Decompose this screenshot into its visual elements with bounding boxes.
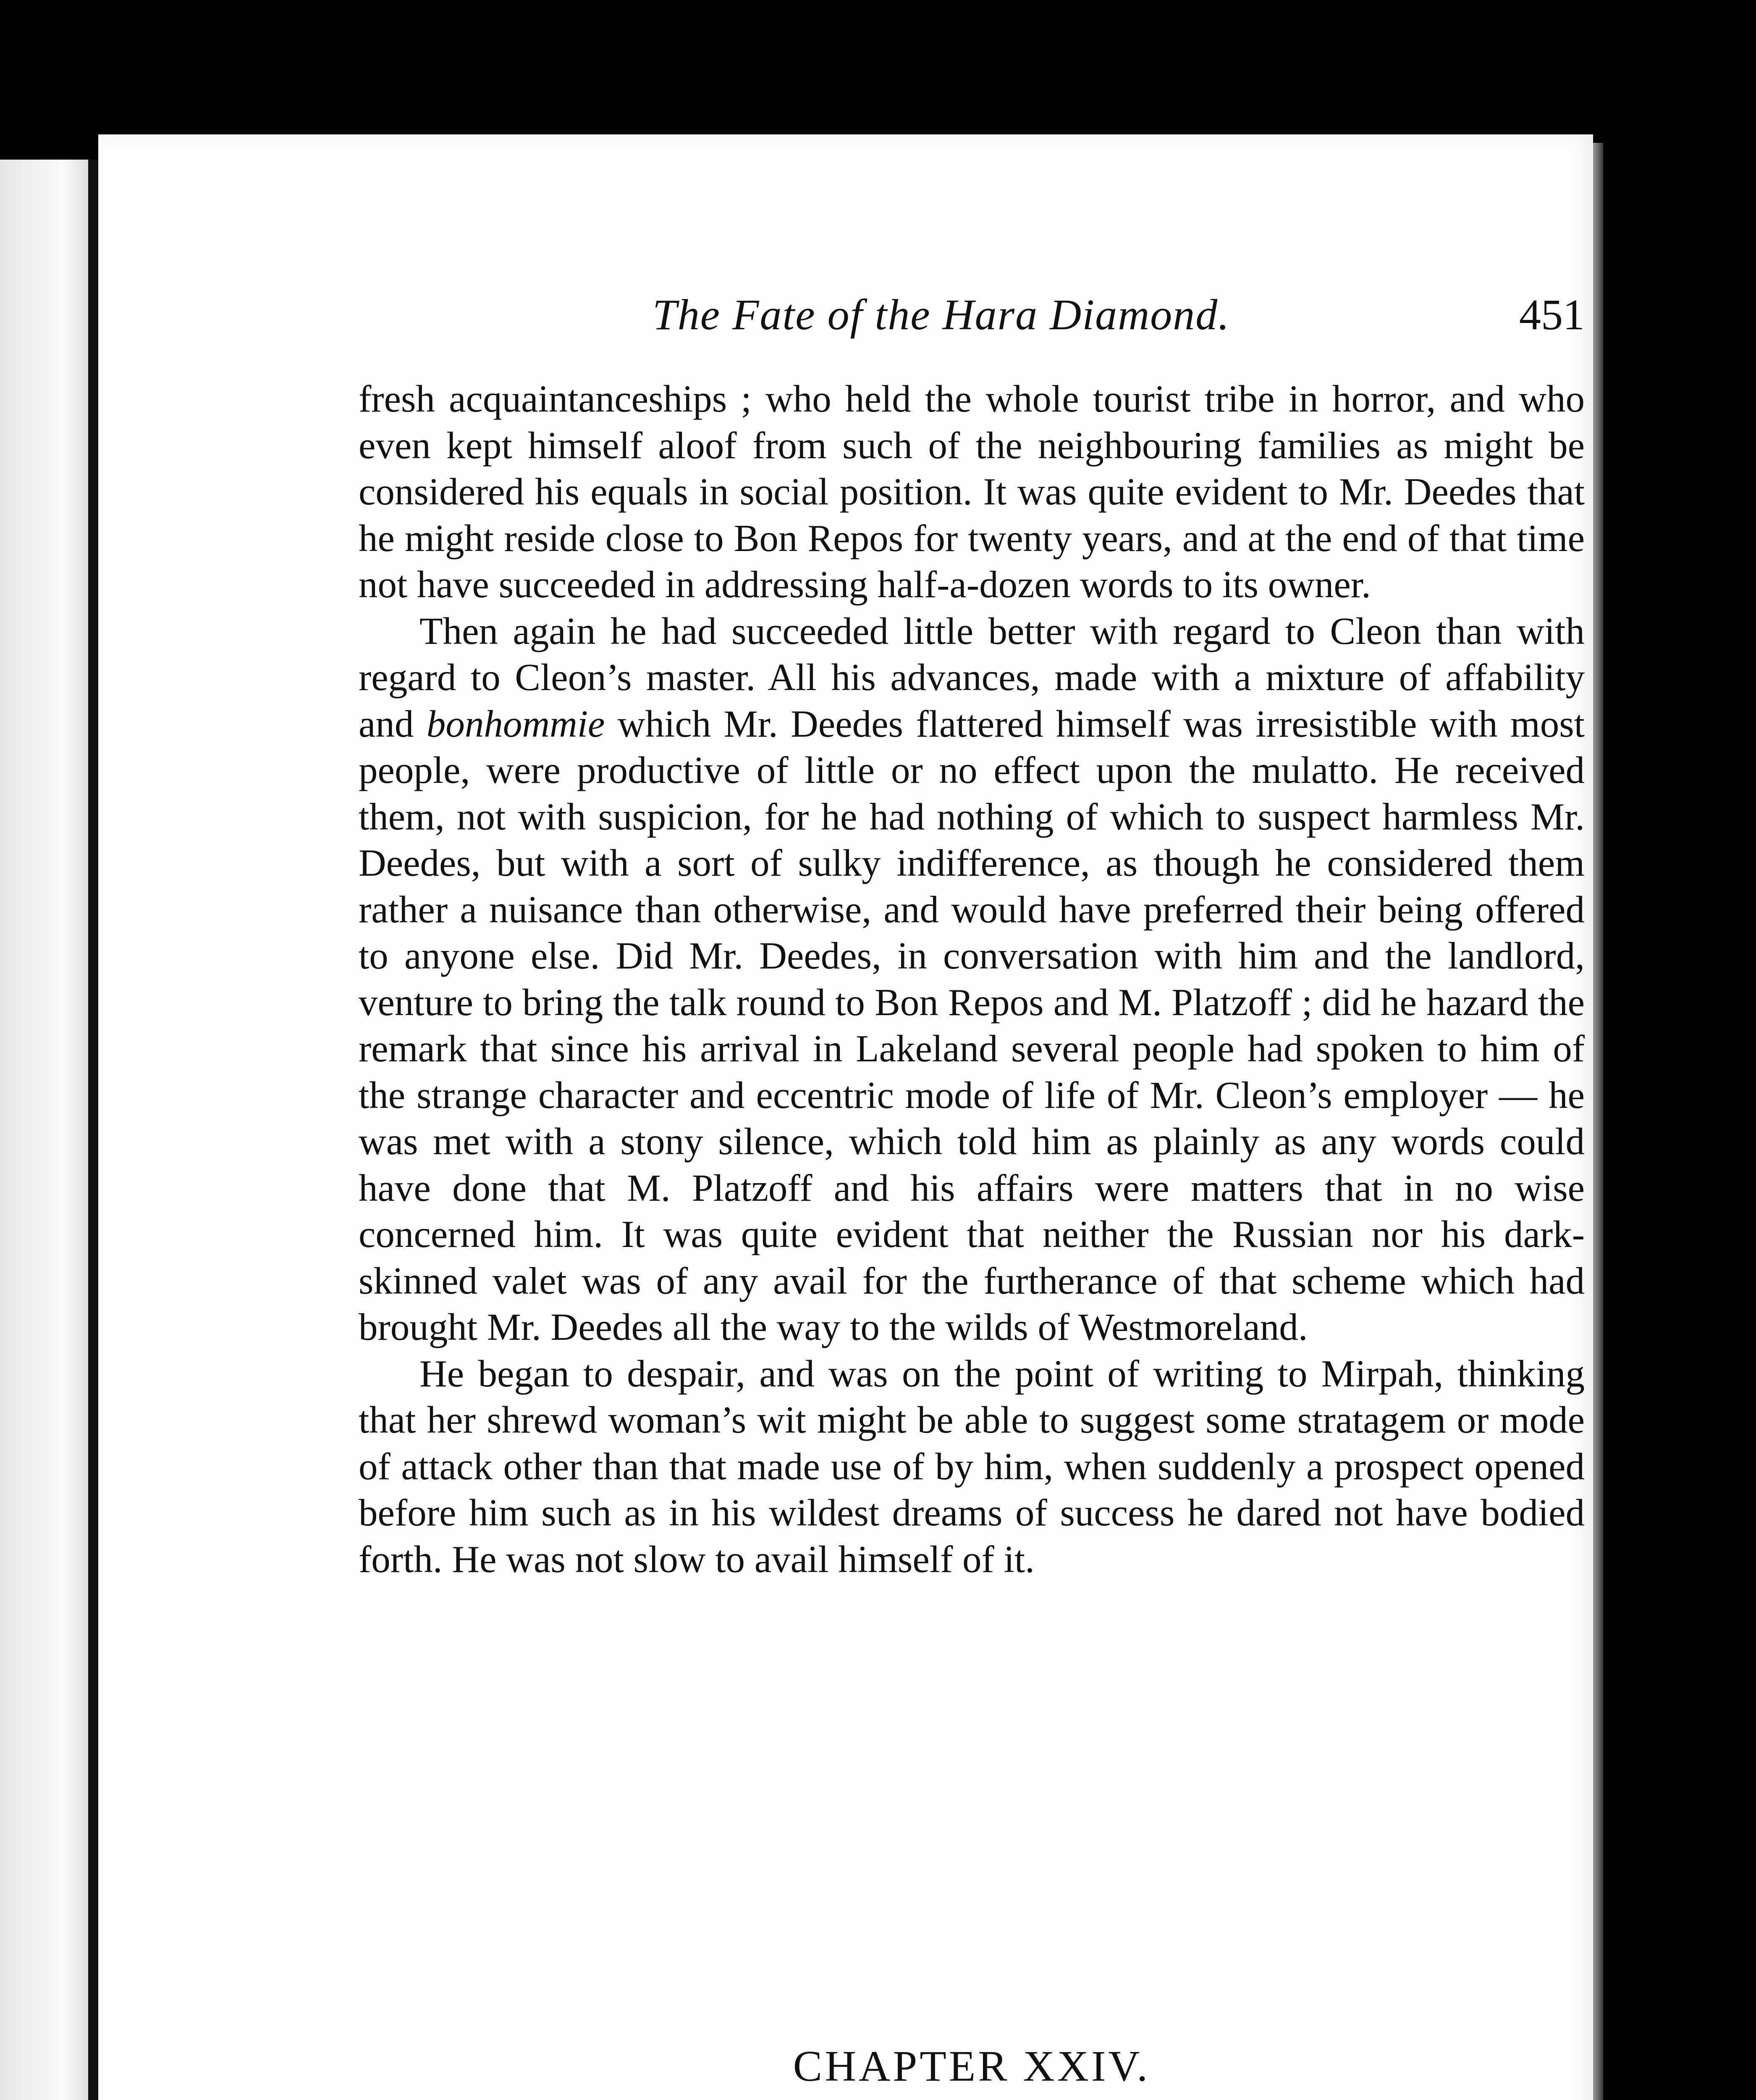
running-title: The Fate of the Hara Diamond. — [653, 291, 1230, 339]
paragraph — [359, 608, 1585, 1351]
italic-text: bonhommie — [426, 702, 605, 745]
facing-page — [0, 160, 90, 2100]
text-segment: fresh acquaintanceships ; who held the whole tourist tribe in horror, and who even kept himself aloof from such of the neighbouring families as might be considered his equals in social position. It was quite evident to Mr. Deedes that he might reside close to Bon Repos for twenty years, and at the end of that time not have succeeded in addressing half-a-dozen words to its owner. — [359, 378, 1585, 606]
text-segment: He began to despair, and was on the point of writing to Mirpah, thinking that her shrewd woman’s wit might be able to suggest some stratagem or mode of attack other than that made use of by him, when suddenly a prospect opened before him such as in his wildest dreams of success he dared not have bodied forth. He was not slow to avail himself of it. — [359, 1352, 1585, 1580]
chapter-header — [359, 2033, 1585, 2100]
page-number: 451 — [1519, 291, 1585, 339]
book-gutter — [88, 160, 98, 2100]
body-text — [359, 376, 1585, 1583]
chapter-heading: CHAPTER XXIV. — [793, 2042, 1151, 2090]
paragraph — [359, 1351, 1585, 1583]
book-page — [98, 134, 1593, 2100]
text-segment: Then again he had succeeded little better with regard to Cleon than with regard to Cleon’s master. All his advances, made with a mixture of affability and — [359, 609, 1585, 745]
page-edge — [1593, 143, 1603, 2100]
paragraph — [359, 376, 1585, 608]
text-segment: which Mr. Deedes flattered himself was irresistible with most people, were productive of little or no effect upon the mulatto. He received them, not with suspicion, for he had nothing of which to suspect harmless Mr. Deedes, but with a sort of sulky indifference, as though he considered them rather a nuisance than otherwise, and would have preferred their being offered to anyone else. Did Mr. Deedes, in conversation with him and the landlord, venture to bring the talk round to Bon Repos and M. Platzoff ; did he hazard the remark that since his arrival in Lakeland several people had spoken to him of the strange character and eccentric mode of life of Mr. Cleon’s employer — he was met with a stony silence, which told him as plainly as any words could have done that M. Platzoff and his affairs were matters that in no wise concerned him. It was quite evident that neither the Russian nor his dark-skinned valet was of any avail for the furtherance of that scheme which had brought Mr. Deedes all the way to the wilds of Westmoreland. — [359, 702, 1585, 1348]
running-head — [359, 290, 1585, 357]
